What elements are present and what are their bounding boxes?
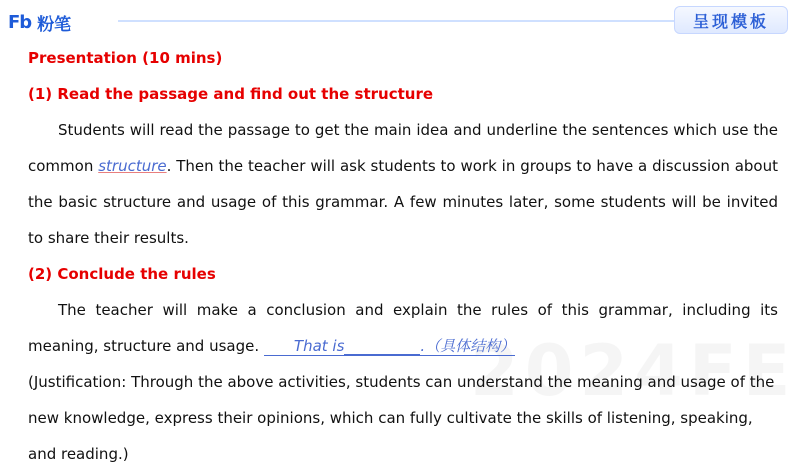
logo-text: 粉笔 <box>37 14 72 35</box>
step1-paragraph <box>28 112 778 256</box>
step1-text-a: Students will read the passage to get the main idea and underline the sentences which use the common <box>28 121 778 175</box>
section-title: Presentation (10 mins) <box>28 49 223 67</box>
step2-fill-a: That is <box>293 337 345 355</box>
justification: (Justification: Through the above activities, students can understand the meaning and usage of the new knowledge, express their opinions, which can fully cultivate the skills of listening, speaking, and reading.) <box>28 373 775 463</box>
brand-logo <box>8 8 71 36</box>
step1-title: (1) Read the passage and find out the structure <box>28 85 434 103</box>
template-badge: 呈现模板 <box>674 6 788 34</box>
step1-text-b: . Then the teacher will ask students to work in groups to have a discussion about the basic structure and usage of this grammar. A few minutes later, some students will be invited to share their results. <box>28 157 778 247</box>
step2-paragraph <box>28 292 778 364</box>
step1-blank: structure <box>98 157 167 175</box>
header-divider <box>118 20 682 22</box>
logo-mark: Fb <box>8 11 32 33</box>
step2-fill <box>264 337 515 356</box>
step2-fill-b: .（具体结构） <box>420 337 516 355</box>
fill-gap <box>344 340 420 355</box>
step2-text: The teacher will make a conclusion and explain the rules of this grammar, including its meaning, structure and usage. <box>28 301 778 355</box>
step2-title: (2) Conclude the rules <box>28 265 216 283</box>
document-body <box>28 40 778 472</box>
header <box>0 0 800 40</box>
